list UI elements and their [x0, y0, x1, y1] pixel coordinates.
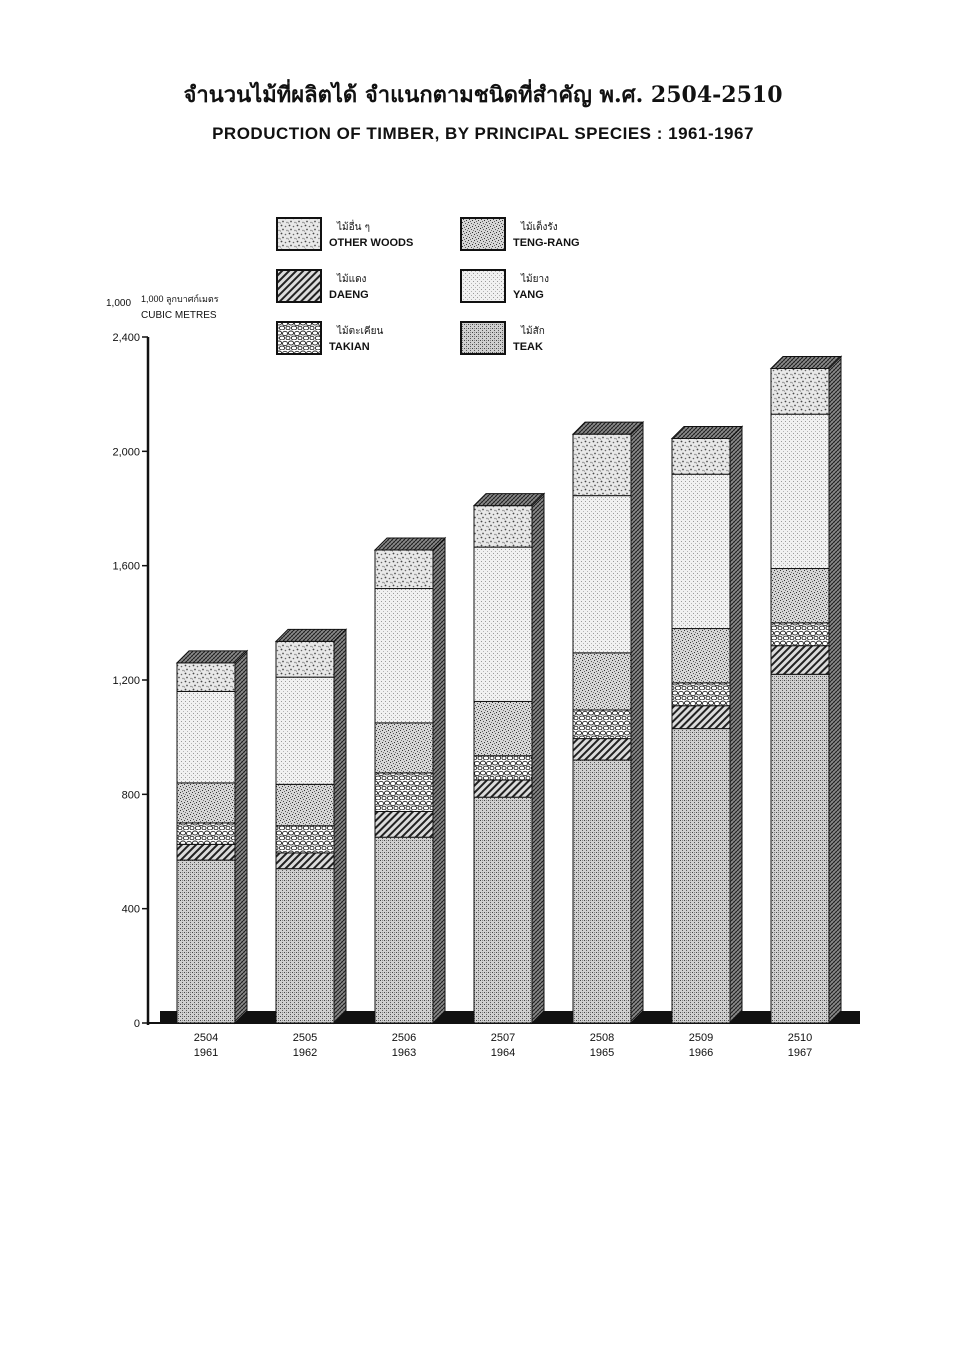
- x-tick-label-thai: 2508: [589, 1032, 615, 1044]
- bar-segment-tengrang-1963: [375, 723, 433, 773]
- bar-side-face: [829, 356, 841, 1023]
- y-axis-label: CUBIC METRES: [141, 310, 217, 321]
- x-tick-label: 1962: [292, 1047, 318, 1059]
- bar-segment-tengrang-1964: [474, 701, 532, 755]
- legend-swatch: [461, 270, 505, 302]
- y-tick-label: 400: [121, 903, 140, 916]
- bar-segment-other-1967: [771, 368, 829, 414]
- bar-segment-daeng-1966: [672, 706, 730, 729]
- bar-group-1961: [177, 651, 247, 1023]
- bar-top-face: [672, 426, 742, 438]
- bar-segment-yang-1965: [573, 496, 631, 653]
- legend-item-takian: [277, 322, 383, 354]
- bar-segment-daeng-1967: [771, 646, 829, 675]
- bar-segment-teak-1966: [672, 729, 730, 1023]
- x-tick-label: 1961: [193, 1047, 219, 1059]
- bar-segment-takian-1967: [771, 623, 829, 646]
- bar-segment-teak-1965: [573, 760, 631, 1023]
- y-tick-label: 2,000: [112, 446, 140, 459]
- bar-segment-other-1966: [672, 438, 730, 474]
- bar-segment-tengrang-1967: [771, 569, 829, 623]
- legend-swatch: [277, 270, 321, 302]
- x-tick-label: 1964: [490, 1047, 516, 1059]
- bar-group-1964: [474, 494, 544, 1023]
- bars: [177, 356, 841, 1023]
- bar-segment-tengrang-1966: [672, 629, 730, 683]
- x-tick-label-thai: 2507: [490, 1032, 516, 1044]
- legend-label: TAKIAN: [329, 341, 370, 353]
- legend-label-thai: ไม้สัก: [521, 326, 545, 337]
- bar-segment-yang-1961: [177, 691, 235, 782]
- bar-segment-other-1963: [375, 550, 433, 589]
- bar-top-face: [177, 651, 247, 663]
- y-tick-label: 800: [121, 789, 140, 802]
- bar-segment-other-1965: [573, 434, 631, 495]
- bar-segment-takian-1962: [276, 826, 334, 853]
- bar-group-1963: [375, 538, 445, 1023]
- bar-segment-takian-1964: [474, 756, 532, 780]
- legend-label-thai: ไม้ยาง: [521, 274, 549, 285]
- bar-side-face: [433, 538, 445, 1023]
- bar-segment-daeng-1965: [573, 739, 631, 760]
- legend-label-thai: ไม้ตะเคียน: [337, 326, 384, 337]
- bar-side-face: [730, 426, 742, 1023]
- bar-group-1966: [672, 426, 742, 1023]
- x-tick-label-thai: 2509: [688, 1032, 714, 1044]
- bar-side-face: [532, 494, 544, 1023]
- bar-group-1965: [573, 422, 643, 1023]
- legend-swatch: [277, 322, 321, 354]
- legend-label-thai: ไม้แดง: [337, 274, 367, 285]
- x-tick-label-thai: 2510: [787, 1032, 813, 1044]
- x-tick-label-thai: 2505: [292, 1032, 318, 1044]
- bar-segment-other-1962: [276, 641, 334, 677]
- bar-segment-tengrang-1961: [177, 783, 235, 823]
- bar-segment-takian-1965: [573, 710, 631, 739]
- y-unit-prefix: 1,000: [106, 298, 132, 309]
- legend-item-yang: [461, 270, 549, 302]
- legend-item-teak: [461, 322, 545, 354]
- y-tick-label: 2,400: [112, 332, 140, 344]
- bar-segment-tengrang-1962: [276, 784, 334, 825]
- legend-item-other: [277, 218, 413, 250]
- bar-top-face: [375, 538, 445, 550]
- chart-subtitle: PRODUCTION OF TIMBER, BY PRINCIPAL SPECIES : 1961-1967: [212, 124, 754, 143]
- bar-top-face: [771, 356, 841, 368]
- bar-group-1967: [771, 356, 841, 1023]
- legend-label: TEAK: [513, 341, 543, 353]
- y-axis-label-thai: 1,000 ลูกบาศก์เมตร: [141, 294, 219, 304]
- bar-segment-takian-1961: [177, 823, 235, 844]
- bar-segment-daeng-1961: [177, 844, 235, 860]
- bar-segment-yang-1962: [276, 677, 334, 784]
- bar-segment-yang-1964: [474, 547, 532, 701]
- bar-top-face: [474, 494, 544, 506]
- bar-segment-other-1964: [474, 506, 532, 547]
- legend-item-daeng: [277, 270, 369, 302]
- bar-segment-yang-1963: [375, 589, 433, 723]
- legend-label: DAENG: [329, 289, 369, 301]
- legend-label: YANG: [513, 289, 544, 301]
- bar-segment-tengrang-1965: [573, 653, 631, 710]
- bar-segment-takian-1963: [375, 773, 433, 812]
- bar-segment-teak-1961: [177, 860, 235, 1023]
- legend-label-thai: ไม้อื่น ๆ: [337, 222, 371, 233]
- chart-title: จำนวนไม้ที่ผลิตได้ จำแนกตามชนิดที่สำคัญ พ.ศ. 2504-2510: [183, 82, 783, 108]
- bar-group-1962: [276, 629, 346, 1023]
- x-tick-label: 1963: [391, 1047, 417, 1059]
- x-tick-label: 1965: [589, 1047, 615, 1059]
- bar-side-face: [235, 651, 247, 1023]
- x-tick-label: 1966: [688, 1047, 714, 1059]
- x-tick-label-thai: 2504: [193, 1032, 219, 1044]
- bar-segment-yang-1966: [672, 474, 730, 628]
- bar-side-face: [334, 629, 346, 1023]
- bar-top-face: [573, 422, 643, 434]
- legend: [277, 218, 580, 354]
- x-tick-label-thai: 2506: [391, 1032, 417, 1044]
- legend-label-thai: ไม้เต็งรัง: [521, 222, 558, 233]
- bar-segment-teak-1963: [375, 837, 433, 1023]
- bar-segment-teak-1964: [474, 797, 532, 1023]
- legend-label: OTHER WOODS: [329, 237, 414, 249]
- x-tick-label: 1967: [787, 1047, 813, 1059]
- legend-item-tengrang: [461, 218, 580, 250]
- y-tick-label: 1,200: [112, 675, 140, 687]
- bar-segment-daeng-1963: [375, 811, 433, 837]
- bar-segment-teak-1967: [771, 674, 829, 1023]
- bar-segment-teak-1962: [276, 869, 334, 1023]
- bar-segment-other-1961: [177, 663, 235, 692]
- bar-segment-takian-1966: [672, 683, 730, 706]
- bar-side-face: [631, 422, 643, 1023]
- legend-swatch: [461, 218, 505, 250]
- y-tick-label: 1,600: [112, 560, 140, 573]
- bar-segment-daeng-1962: [276, 853, 334, 869]
- legend-swatch: [461, 322, 505, 354]
- legend-label: TENG-RANG: [513, 237, 580, 249]
- bar-segment-yang-1967: [771, 414, 829, 568]
- bar-segment-daeng-1964: [474, 780, 532, 797]
- bar-top-face: [276, 629, 346, 641]
- legend-swatch: [277, 218, 321, 250]
- y-tick-label: 0: [133, 1018, 140, 1030]
- x-axis-labels: [194, 1032, 812, 1059]
